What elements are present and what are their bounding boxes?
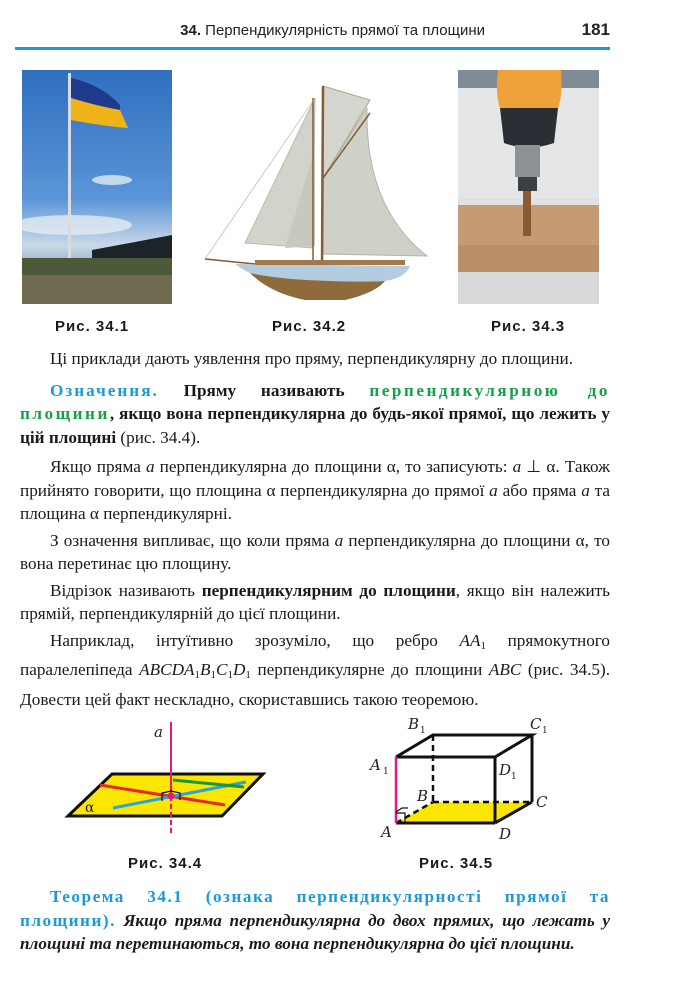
drill-photo (458, 70, 599, 304)
section-title: 34. Перпендикулярність прямої та площини (180, 22, 485, 39)
vertex-B: B (417, 787, 429, 805)
svg-text:1: 1 (420, 726, 426, 736)
vertex-C1: C (530, 715, 542, 733)
definition-term: перпендикулярною до площини (20, 380, 610, 423)
vertex-D1: D (499, 761, 512, 779)
vertex-A: A (381, 823, 392, 840)
paragraph-notation: Якщо пряма a перпендикулярна до площини α, то записують: a ⊥ α. Також прийнято говорити, що площина α перпендикулярна до прямої a або пряма a та площина α перпендикулярні. (20, 457, 610, 523)
page-number: 181 (581, 20, 610, 39)
theorem-block (20, 885, 610, 956)
paragraph-intro: Ці приклади дають уявлення про пряму, перпендикулярну до площини. (50, 349, 574, 368)
figure-34-4-diagram (50, 715, 290, 845)
paragraph-consequence: З означення випливає, що коли пряма a перпендикулярна до площини α, то вона перетинає цю площину. (20, 530, 611, 573)
header-rule (15, 47, 610, 50)
figure-caption-34-1: Рис. 34.1 (55, 318, 130, 335)
paragraph-segment-definition: Відрізок називають перпендикулярним до площини, якщо він належить прямій, перпендикулярній до цієї площини. (20, 580, 610, 623)
theorem-label: Теорема 34.1 (ознака перпендикулярності прямої та площини). (20, 887, 610, 930)
definition-paragraph: Означення. Пряму називають перпендикулярною до площини, якщо вона перпендикулярна до будь-якої прямої, що лежить у цій площині (рис. 34.4). (20, 380, 610, 447)
svg-text:1: 1 (542, 726, 548, 736)
page-header (15, 18, 610, 48)
svg-text:1: 1 (383, 767, 389, 777)
vertex-C: C (536, 793, 548, 811)
svg-text:1: 1 (511, 772, 517, 782)
segment-term: перпендикулярним до площини (201, 580, 456, 600)
definition-label: Означення. (50, 380, 159, 400)
vertex-D: D (499, 825, 512, 840)
flag-photo (22, 70, 172, 304)
theorem-text: Якщо пряма перпендикулярна до двох прямих, що лежать у площині та перетинаються, то вона перпендикулярна до цієї площини. (20, 910, 610, 953)
vertex-B1: B (408, 715, 420, 733)
plane-alpha-label: α (85, 800, 95, 816)
figure-caption-34-4: Рис. 34.4 (128, 855, 203, 872)
main-text (20, 347, 610, 711)
line-a-label: a (154, 723, 163, 741)
figure-34-5-diagram (360, 710, 570, 840)
yacht-photo (195, 78, 435, 303)
vertex-A1: A (370, 756, 381, 774)
figure-caption-34-3: Рис. 34.3 (491, 318, 566, 335)
figure-caption-34-2: Рис. 34.2 (272, 318, 347, 335)
figure-caption-34-5: Рис. 34.5 (419, 855, 494, 872)
paragraph-example: Наприклад, інтуїтивно зрозуміло, що ребро $AA_1$ прямокутного паралелепіпеда $ABCDA_1B_1C_1D_1$ перпендикулярне до площини ABC (рис. 34.5). Довести цей факт нескладно, скориставшись такою теоремою. (20, 630, 611, 709)
